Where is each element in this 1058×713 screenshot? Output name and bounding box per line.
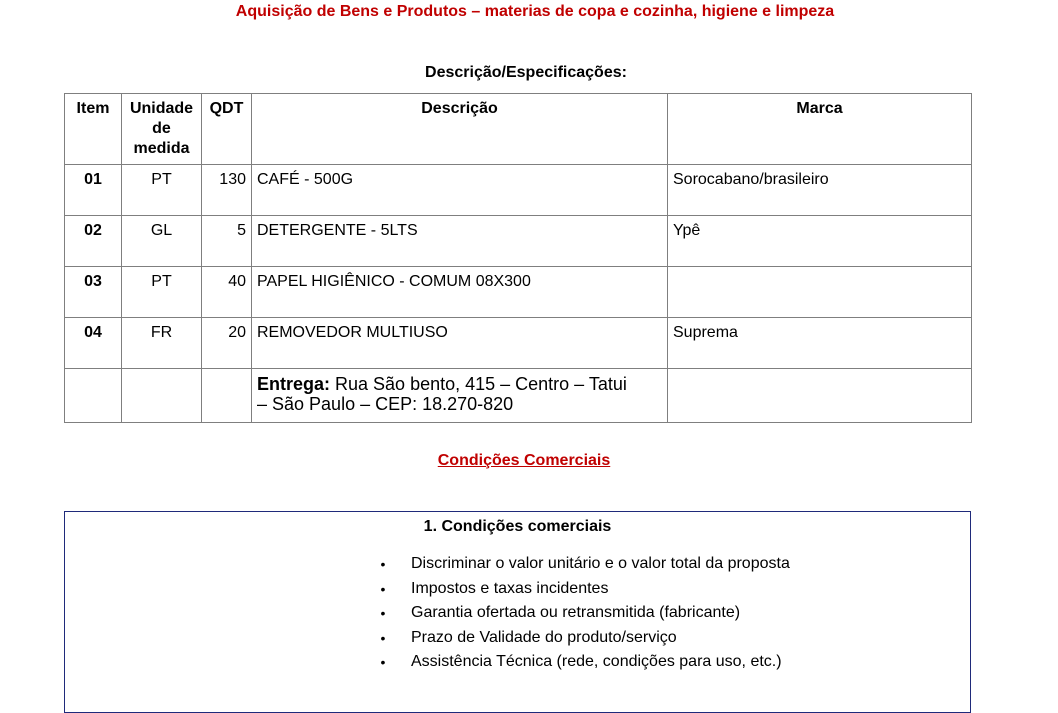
conditions-box-title: 1. Condições comerciais [423, 518, 612, 535]
cell-item: 01 [65, 165, 122, 216]
list-item [376, 601, 790, 626]
header-unit-line2: de [152, 120, 171, 137]
table-header-row [65, 94, 972, 165]
cell-unit: PT [122, 267, 202, 318]
header-brand: Marca [668, 94, 972, 165]
list-item [376, 552, 790, 577]
bullet-icon: • [380, 629, 386, 646]
header-unit [122, 94, 202, 165]
section-heading: Descrição/Especificações: [425, 64, 627, 81]
list-item-text: Impostos e taxas incidentes [411, 579, 609, 597]
commercial-conditions-heading: Condições Comerciais [437, 452, 611, 469]
header-qty: QDT [202, 94, 252, 165]
cell-qty: 20 [202, 318, 252, 369]
cell-brand [668, 267, 972, 318]
delivery-row [65, 369, 972, 423]
list-item [376, 626, 790, 651]
delivery-address [252, 369, 668, 423]
cell-empty [65, 369, 122, 423]
conditions-box [64, 511, 971, 713]
cell-description: PAPEL HIGIÊNICO - COMUM 08X300 [252, 267, 668, 318]
conditions-list [376, 552, 790, 675]
delivery-address-line2: – São Paulo – CEP: 18.270-820 [257, 394, 514, 414]
bullet-icon: • [380, 654, 386, 670]
cell-empty [202, 369, 252, 423]
cell-qty: 130 [202, 165, 252, 216]
table-row [65, 165, 972, 216]
header-unit-line3: medida [133, 140, 190, 157]
list-item [376, 650, 790, 675]
cell-qty: 40 [202, 267, 252, 318]
table-row [65, 216, 972, 267]
cell-qty: 5 [202, 216, 252, 267]
items-table [64, 93, 972, 423]
list-item [376, 577, 790, 602]
cell-description: DETERGENTE - 5LTS [252, 216, 668, 267]
cell-brand: Sorocabano/brasileiro [668, 165, 972, 216]
bullet-icon: • [380, 605, 386, 621]
cell-unit: GL [122, 216, 202, 267]
bullet-icon: • [380, 556, 386, 572]
header-description: Descrição [252, 94, 668, 165]
list-item-text: Prazo de Validade do produto/serviço [411, 628, 677, 646]
list-item-text: Assistência Técnica (rede, condições para uso, etc.) [411, 653, 782, 670]
cell-description: CAFÉ - 500G [252, 165, 668, 216]
delivery-address-line1: Rua São bento, 415 – Centro – Tatui [330, 374, 627, 394]
cell-brand: Ypê [668, 216, 972, 267]
cell-item: 03 [65, 267, 122, 318]
header-item: Item [65, 94, 122, 165]
cell-unit: FR [122, 318, 202, 369]
header-unit-line1: Unidade [129, 100, 194, 117]
cell-brand: Suprema [668, 318, 972, 369]
delivery-label: Entrega: [257, 374, 331, 394]
cell-item: 04 [65, 318, 122, 369]
list-item-text: Garantia ofertada ou retransmitida (fabricante) [411, 604, 741, 621]
document-title: Aquisição de Bens e Produtos – materias de copa e cozinha, higiene e limpeza [235, 3, 835, 20]
bullet-icon: • [380, 580, 386, 597]
cell-empty [122, 369, 202, 423]
cell-unit: PT [122, 165, 202, 216]
cell-description: REMOVEDOR MULTIUSO [252, 318, 668, 369]
cell-item: 02 [65, 216, 122, 267]
cell-empty [668, 369, 972, 423]
table-row [65, 267, 972, 318]
list-item-text: Discriminar o valor unitário e o valor total da proposta [411, 555, 790, 572]
table-row [65, 318, 972, 369]
